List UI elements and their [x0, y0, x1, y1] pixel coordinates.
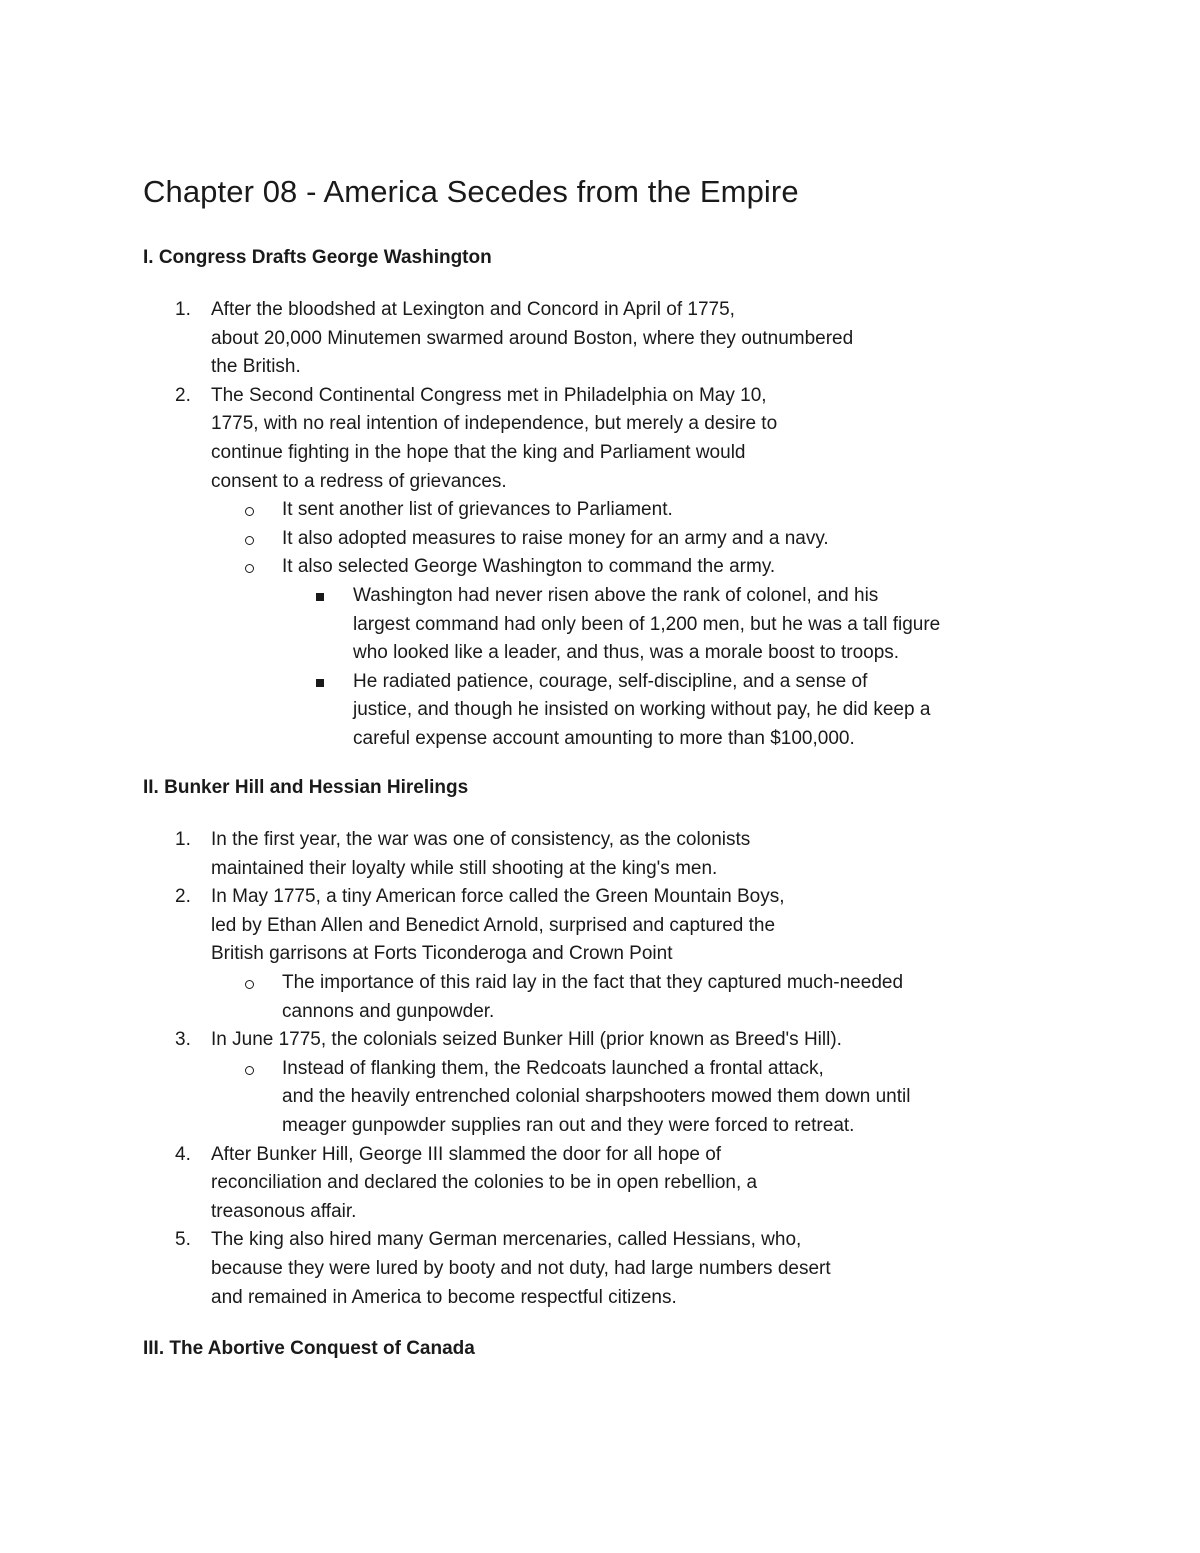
list-number: 2.: [175, 384, 191, 406]
bullet-circle-icon: [245, 564, 254, 573]
list-item-text: led by Ethan Allen and Benedict Arnold, surprised and captured the: [211, 914, 776, 936]
sub-item-text: It sent another list of grievances to Parliament.: [282, 499, 673, 521]
bullet-circle-icon: [245, 1066, 254, 1075]
sub-sub-item-text: He radiated patience, courage, self-discipline, and a sense of: [353, 670, 868, 692]
list-item-text: reconciliation and declared the colonies to be in open rebellion, a: [211, 1172, 758, 1194]
list-item-text: In the first year, the war was one of consistency, as the colonists: [211, 829, 751, 850]
sub-item-text: and the heavily entrenched colonial sharpshooters mowed them down until: [282, 1086, 911, 1108]
list-item-text: and remained in America to become respectful citizens.: [211, 1286, 677, 1308]
list-item-text: After Bunker Hill, George III slammed the door for all hope of: [211, 1143, 722, 1165]
list-item-text: maintained their loyalty while still shooting at the king's men.: [211, 857, 718, 879]
list-item-text: about 20,000 Minutemen swarmed around Boston, where they outnumbered: [211, 327, 854, 349]
sub-sub-item-text: justice, and though he insisted on working without pay, he did keep a: [353, 699, 931, 721]
bullet-square-icon: [316, 593, 324, 601]
list-item-text: because they were lured by booty and not duty, had large numbers desert: [211, 1258, 831, 1279]
list-number: 1.: [175, 829, 191, 850]
list-item-text: British garrisons at Forts Ticonderoga and Crown Point: [211, 943, 673, 965]
list-item-text: In May 1775, a tiny American force called the Green Mountain Boys,: [211, 886, 785, 908]
list-item-text: The Second Continental Congress met in Philadelphia on May 10,: [211, 384, 767, 406]
sub-sub-item-text: largest command had only been of 1,200 men, but he was a tall figure: [353, 613, 941, 635]
sub-item-text: It also selected George Washington to command the army.: [282, 556, 776, 578]
list-number: 3.: [175, 1029, 191, 1051]
list-item-text: The king also hired many German mercenaries, called Hessians, who,: [211, 1229, 802, 1251]
sub-item-text: It also adopted measures to raise money for an army and a navy.: [282, 527, 829, 549]
list-number: 1.: [175, 299, 191, 320]
list-number: 2.: [175, 886, 191, 908]
list-item-text: the British.: [211, 356, 301, 378]
section-heading: II. Bunker Hill and Hessian Hirelings: [143, 777, 469, 798]
page-title: Chapter 08 - America Secedes from the Empire: [143, 174, 799, 209]
list-number: 4.: [175, 1143, 191, 1165]
sub-item-text: cannons and gunpowder.: [282, 1000, 495, 1022]
list-item-text: 1775, with no real intention of independence, but merely a desire to: [211, 413, 778, 435]
bullet-square-icon: [316, 679, 324, 687]
list-item-text: consent to a redress of grievances.: [211, 470, 507, 492]
bullet-circle-icon: [245, 980, 254, 989]
sub-item-text: Instead of flanking them, the Redcoats launched a frontal attack,: [282, 1057, 824, 1079]
sub-sub-item-text: careful expense account amounting to more than $100,000.: [353, 728, 855, 749]
bullet-circle-icon: [245, 507, 254, 516]
sub-item-text: The importance of this raid lay in the fact that they captured much-needed: [282, 972, 904, 993]
sub-sub-item-text: who looked like a leader, and thus, was a morale boost to troops.: [353, 642, 900, 664]
sub-sub-item-text: Washington had never risen above the rank of colonel, and his: [353, 585, 879, 606]
section-heading: III. The Abortive Conquest of Canada: [143, 1338, 475, 1359]
list-item-text: continue fighting in the hope that the king and Parliament would: [211, 442, 746, 463]
list-item-text: After the bloodshed at Lexington and Concord in April of 1775,: [211, 299, 735, 320]
sub-item-text: meager gunpowder supplies ran out and they were forced to retreat.: [282, 1115, 855, 1136]
section-heading: I. Congress Drafts George Washington: [143, 247, 492, 268]
list-number: 5.: [175, 1229, 191, 1251]
list-item-text: treasonous affair.: [211, 1200, 357, 1222]
list-item-text: In June 1775, the colonials seized Bunker Hill (prior known as Breed's Hill).: [211, 1029, 842, 1051]
bullet-circle-icon: [245, 536, 254, 545]
